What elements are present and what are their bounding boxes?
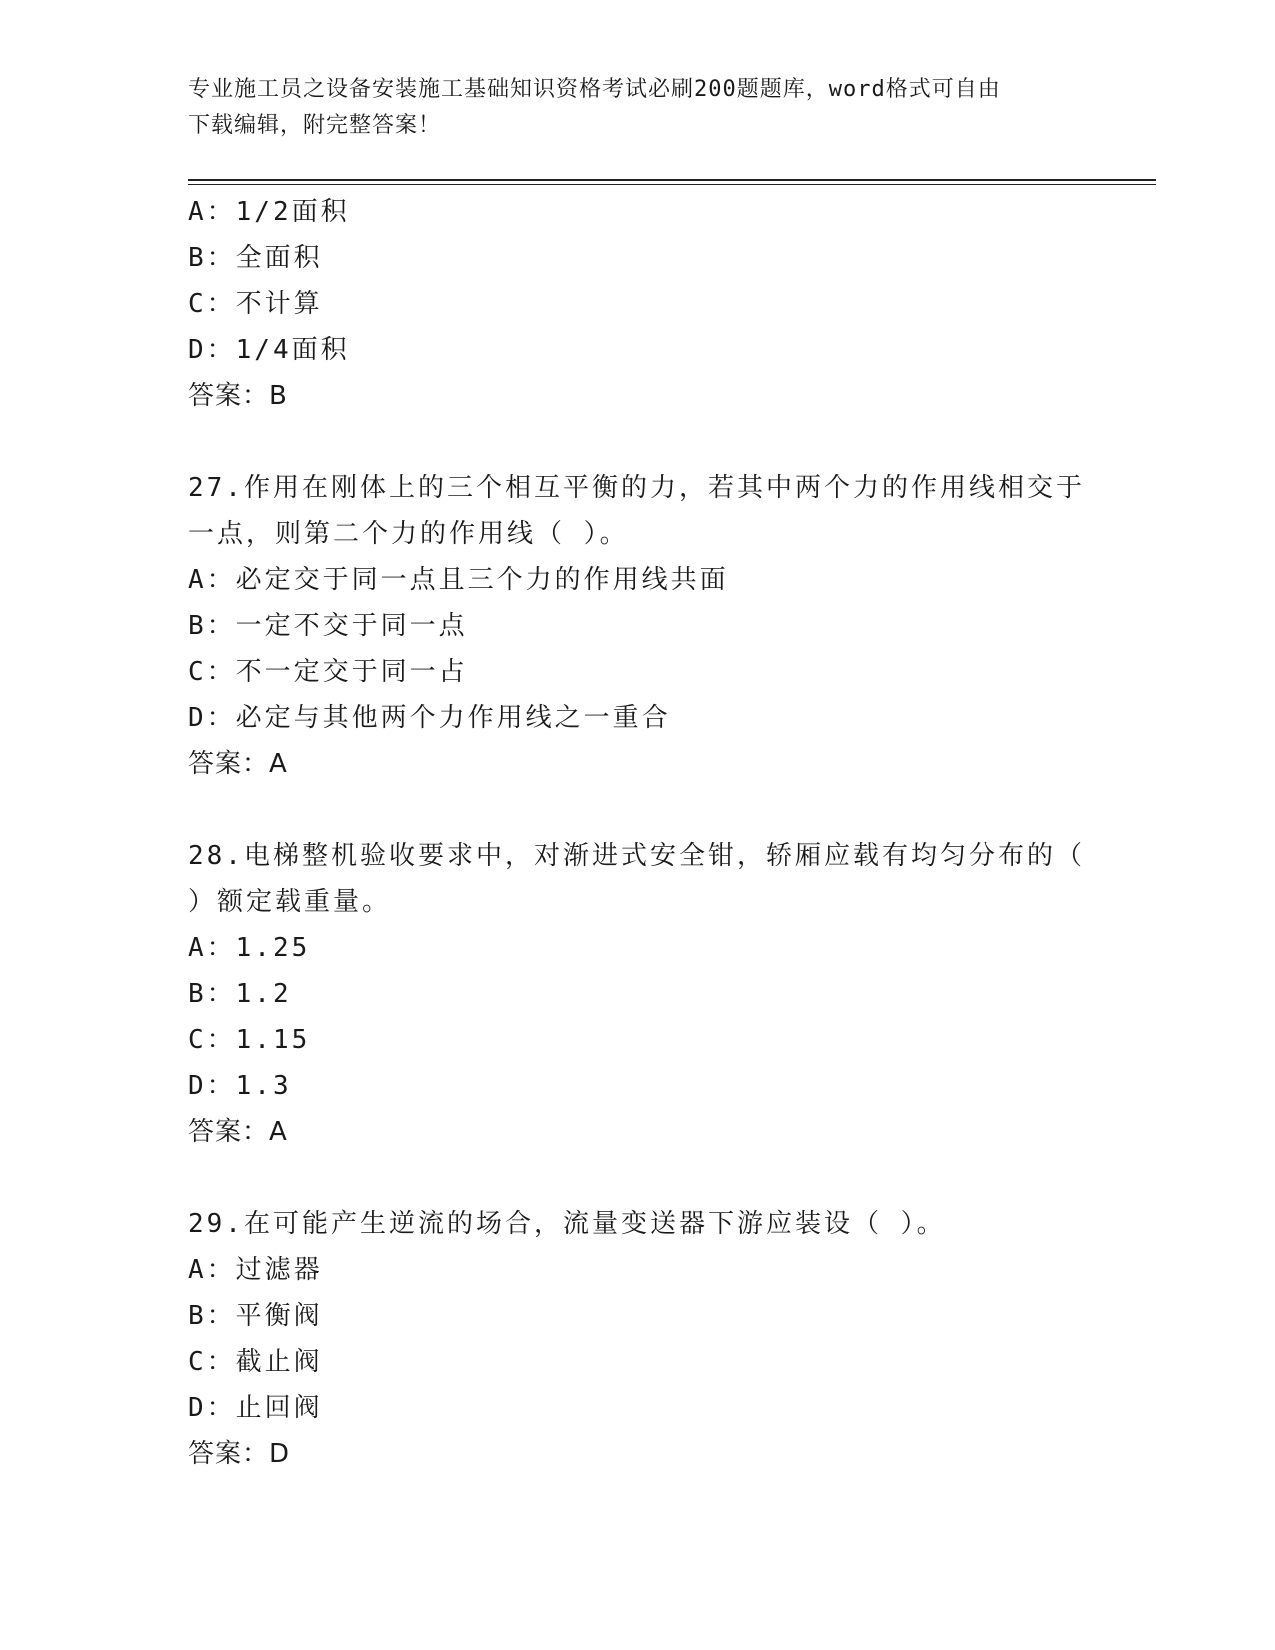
option-c: C：1.15 bbox=[188, 1025, 311, 1055]
question-block-28 bbox=[188, 833, 1088, 1155]
spacer bbox=[188, 787, 1088, 833]
question-stem-line: ）额定载重量。 bbox=[188, 887, 392, 917]
option-b: B：1.2 bbox=[188, 979, 292, 1009]
option-b: B：全面积 bbox=[188, 243, 323, 273]
header-divider-thin bbox=[188, 184, 1156, 185]
header-line-2: 下载编辑，附完整答案！ bbox=[188, 113, 442, 138]
option-a: A：1.25 bbox=[188, 933, 311, 963]
question-stem-line: 28.电梯整机验收要求中，对渐进式安全钳，轿厢应载有均匀分布的（ bbox=[188, 841, 1085, 871]
option-a: A：必定交于同一点且三个力的作用线共面 bbox=[188, 565, 729, 595]
option-a: A：1/2面积 bbox=[188, 197, 350, 227]
option-d: D：1/4面积 bbox=[188, 335, 350, 365]
header-divider-thick bbox=[188, 179, 1156, 181]
option-b: B：一定不交于同一点 bbox=[188, 611, 468, 641]
answer-line: 答案：D bbox=[188, 1439, 291, 1469]
answer-line: 答案：B bbox=[188, 381, 288, 411]
option-b: B：平衡阀 bbox=[188, 1301, 323, 1331]
option-a: A：过滤器 bbox=[188, 1255, 323, 1285]
answer-line: 答案：A bbox=[188, 1117, 288, 1147]
spacer bbox=[188, 1155, 1088, 1201]
option-d: D：止回阀 bbox=[188, 1393, 323, 1423]
question-block-prev bbox=[188, 189, 1088, 419]
option-d: D：必定与其他两个力作用线之一重合 bbox=[188, 703, 671, 733]
question-list bbox=[188, 189, 1088, 1477]
option-c: C：截止阀 bbox=[188, 1347, 323, 1377]
question-block-27 bbox=[188, 465, 1088, 787]
document-header bbox=[188, 72, 1088, 144]
question-stem-line: 29.在可能产生逆流的场合，流量变送器下游应装设（ ）。 bbox=[188, 1209, 946, 1239]
option-c: C：不计算 bbox=[188, 289, 323, 319]
header-line-1: 专业施工员之设备安装施工基础知识资格考试必刷200题题库，word格式可自由 bbox=[188, 77, 1001, 102]
question-block-29 bbox=[188, 1201, 1088, 1477]
question-stem-line: 27.作用在刚体上的三个相互平衡的力，若其中两个力的作用线相交于 bbox=[188, 473, 1085, 503]
option-c: C：不一定交于同一占 bbox=[188, 657, 468, 687]
question-stem-line: 一点，则第二个力的作用线（ ）。 bbox=[188, 519, 629, 549]
answer-line: 答案：A bbox=[188, 749, 288, 779]
option-d: D：1.3 bbox=[188, 1071, 292, 1101]
spacer bbox=[188, 419, 1088, 465]
